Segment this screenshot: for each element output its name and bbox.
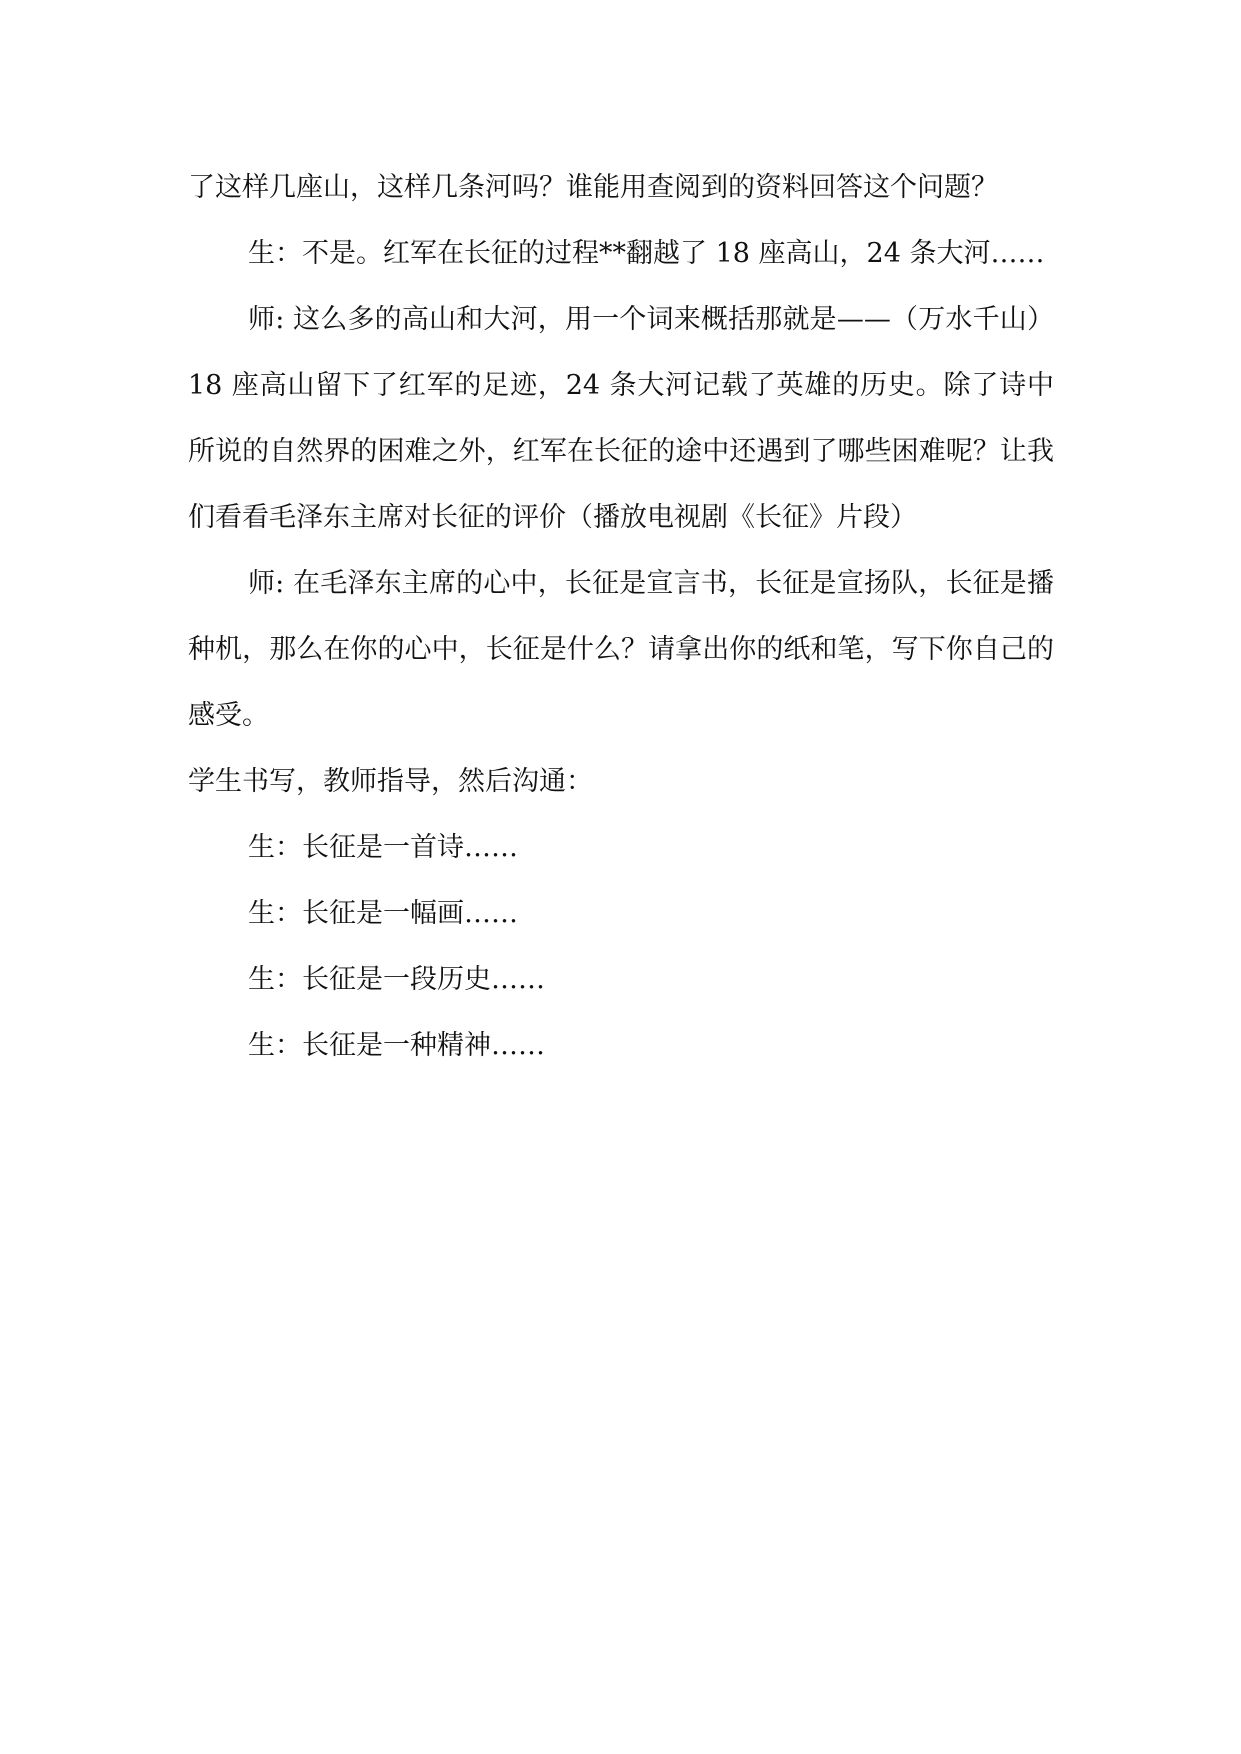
paragraph-teacher-question: 师: 这么多的高山和大河，用一个词来概括那就是——（万水千山）18 座高山留下了红军的足迹，24 条大河记载了英雄的历史。除了诗中所说的自然界的困难之外，红军在长征的途中还遇到了哪些困难呢？让我们看看毛泽东主席对长征的评价（播放电视剧《长征》片段）	[188, 304, 1054, 533]
paragraph-student-response: 生：长征是一幅画……	[248, 898, 518, 929]
document-body	[188, 155, 1054, 1079]
paragraph-teacher-prompt: 师: 在毛泽东主席的心中，长征是宣言书，长征是宣扬队，长征是播种机，那么在你的心中，长征是什么？请拿出你的纸和笔，写下你自己的感受。	[188, 568, 1054, 731]
paragraph-student-response: 生：长征是一段历史……	[248, 964, 545, 995]
paragraph-continuation: 了这样几座山，这样几条河吗？谁能用查阅到的资料回答这个问题？	[188, 172, 998, 203]
paragraph-student-answer: 生：不是。红军在长征的过程**翻越了 18 座高山，24 条大河……	[248, 238, 1045, 269]
paragraph-activity-note: 学生书写，教师指导，然后沟通：	[188, 766, 593, 797]
paragraph-student-response: 生：长征是一种精神……	[248, 1030, 545, 1061]
paragraph-student-response: 生：长征是一首诗……	[248, 832, 518, 863]
